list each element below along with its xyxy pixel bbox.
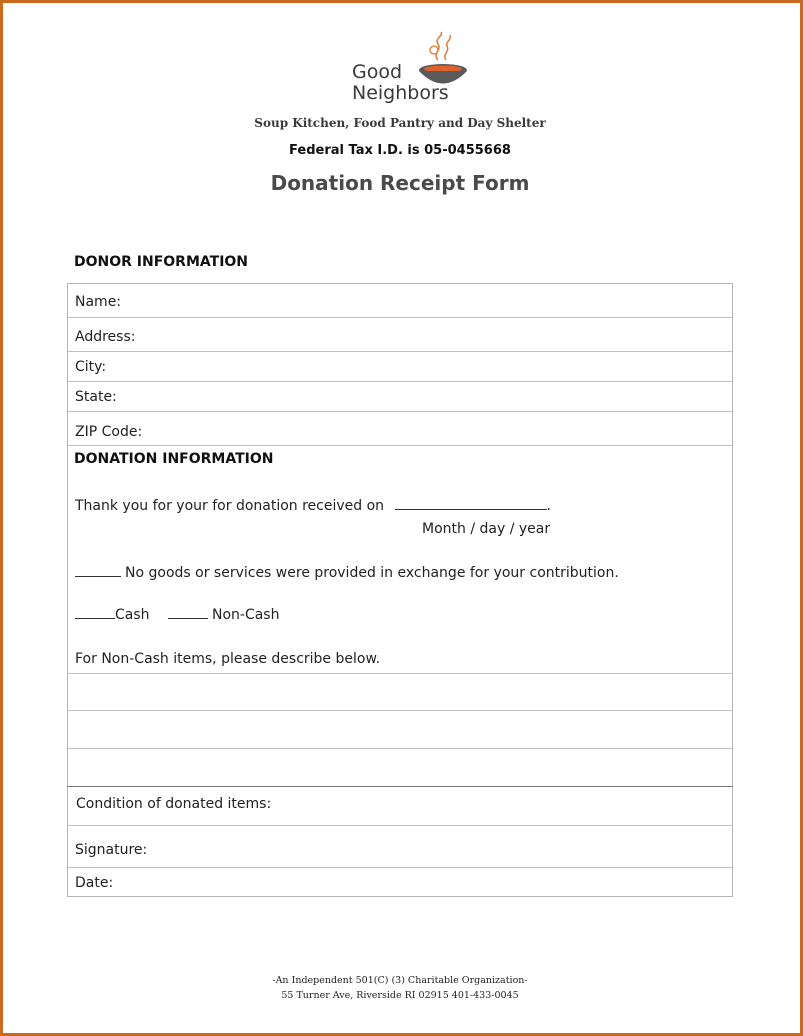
describe-text: For Non-Cash items, please describe below. (75, 651, 381, 667)
tagline: Soup Kitchen, Food Pantry and Day Shelter (254, 116, 546, 130)
page-title: Donation Receipt Form (270, 171, 530, 195)
logo (352, 30, 482, 114)
soup-bowl-icon (414, 30, 472, 92)
date-hint: Month / day / year (422, 521, 551, 537)
divider (67, 445, 733, 446)
divider (67, 381, 733, 382)
date-field[interactable]: Date: (75, 875, 114, 891)
zip-field[interactable]: ZIP Code: (75, 424, 143, 440)
condition-field[interactable]: Condition of donated items: (76, 796, 272, 812)
non-cash-blank[interactable] (168, 617, 208, 619)
cash-type-line (75, 607, 279, 623)
divider (67, 673, 733, 674)
donor-heading: DONOR INFORMATION (74, 254, 249, 270)
city-field[interactable]: City: (75, 359, 107, 375)
divider (67, 411, 733, 412)
state-field[interactable]: State: (75, 389, 117, 405)
footer-line-1: -An Independent 501(C) (3) Charitable Organization- (272, 975, 528, 986)
no-goods-blank[interactable] (75, 575, 121, 577)
cash-blank[interactable] (75, 617, 115, 619)
cash-label: Cash (115, 607, 150, 623)
divider (67, 867, 733, 868)
signature-field[interactable]: Signature: (75, 842, 148, 858)
received-date-blank[interactable] (395, 508, 547, 510)
address-field[interactable]: Address: (75, 329, 136, 345)
name-field[interactable]: Name: (75, 294, 122, 310)
logo-line-1: Good (352, 61, 403, 83)
description-line-2[interactable] (67, 748, 733, 749)
period: . (546, 498, 551, 514)
no-goods-text: No goods or services were provided in exchange for your contribution. (125, 565, 619, 581)
thank-you-text: Thank you for your for donation received on (75, 498, 385, 514)
divider (67, 317, 733, 318)
description-line-3[interactable] (67, 786, 733, 787)
footer-line-2: 55 Turner Ave, Riverside RI 02915 401-433-0045 (281, 990, 519, 1001)
tax-id: Federal Tax I.D. is 05-0455668 (289, 143, 511, 158)
divider (67, 351, 733, 352)
logo-line-2: Neighbors (352, 82, 449, 104)
non-cash-label: Non-Cash (211, 607, 280, 623)
no-goods-line (75, 565, 619, 581)
donation-heading: DONATION INFORMATION (74, 451, 274, 467)
description-line-1[interactable] (67, 710, 733, 711)
divider (67, 825, 733, 826)
received-on-line (75, 498, 551, 514)
